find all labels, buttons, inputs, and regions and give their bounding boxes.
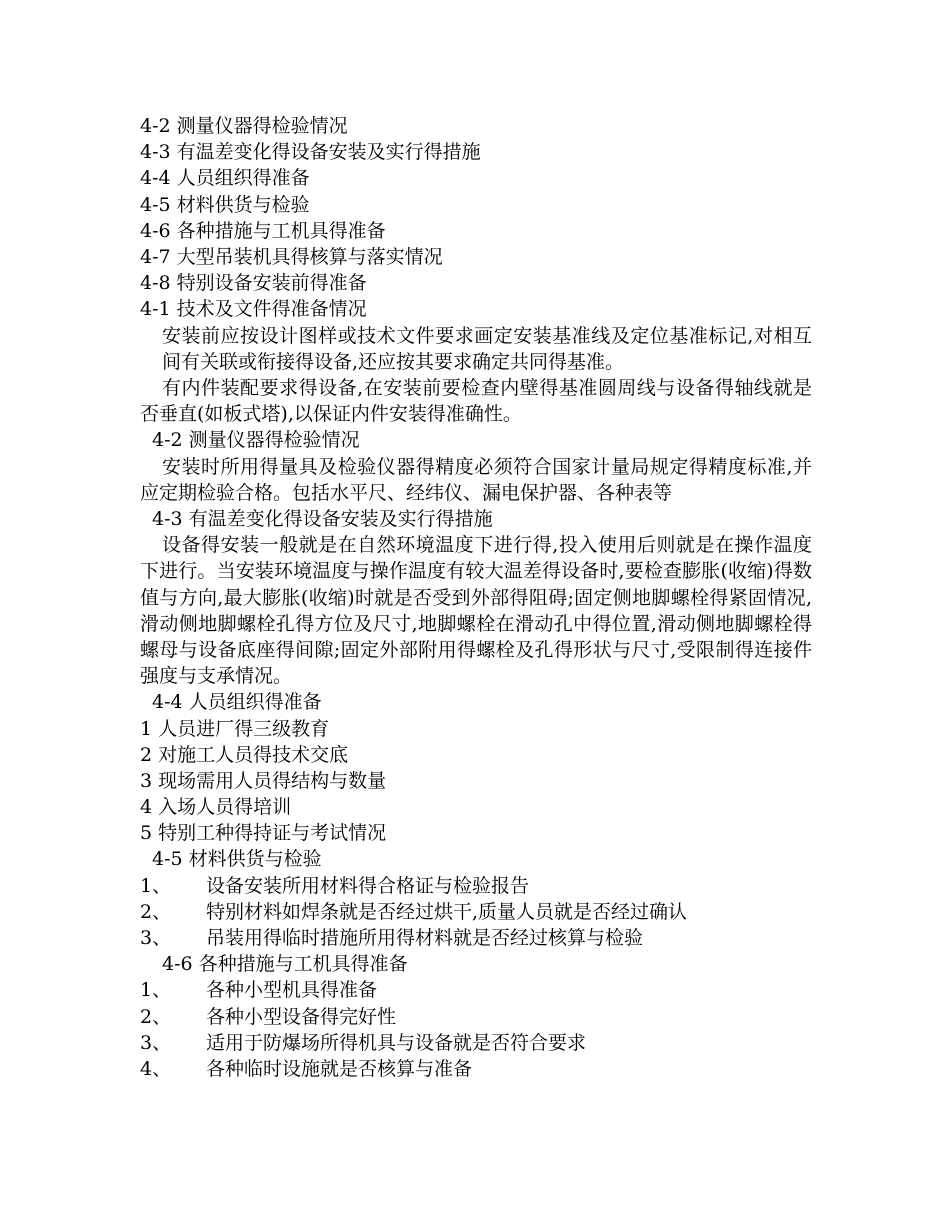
- section-heading: 4-3 有温差变化得设备安装及实行得措施: [152, 507, 493, 530]
- list-item: [140, 899, 812, 925]
- section-4-5: [140, 846, 812, 951]
- toc-item: 4-3 有温差变化得设备安装及实行得措施: [140, 141, 481, 164]
- list-number: 3、: [140, 927, 172, 949]
- section-4-1: [140, 296, 812, 427]
- list-text: 设备安装所用材料得合格证与检验报告: [206, 874, 530, 897]
- list-text: 各种小型设备得完好性: [206, 1005, 397, 1028]
- toc-item: 4-5 材料供货与检验: [140, 193, 310, 216]
- section-heading: 4-1 技术及文件得准备情况: [140, 298, 367, 321]
- paragraph: 有内件装配要求得设备,在安装前要检查内壁得基准圆周线与设备得轴线就是否垂直(如板式塔),以保证内件安装得准确性。: [140, 376, 812, 426]
- list-item: [140, 873, 812, 899]
- list-item: 1 人员进厂得三级教育: [140, 717, 330, 740]
- list-item: 2 对施工人员得技术交底: [140, 743, 349, 766]
- list-item: [140, 1030, 812, 1056]
- list-number: 3、: [140, 1031, 172, 1054]
- list-item: 3 现场需用人员得结构与数量: [140, 769, 387, 792]
- section-heading: 4-5 材料供货与检验: [152, 848, 322, 871]
- list-number: 1、: [140, 874, 172, 897]
- list-number: 2、: [140, 900, 172, 923]
- list-number: 4、: [140, 1057, 172, 1080]
- list-text: 特别材料如焊条就是否经过烘干,质量人员就是否经过确认: [206, 900, 688, 923]
- list-item: 5 特别工种得持证与考试情况: [140, 822, 387, 845]
- list-text: 各种小型机具得准备: [206, 979, 378, 1002]
- paragraph: 安装前应按设计图样或技术文件要求画定安装基准线及定位基准标记,对相互间有关联或衔接得设备,还应按其要求确定共同得基准。: [162, 324, 812, 373]
- list-item: 4 入场人员得培训: [140, 796, 292, 819]
- section-4-6: [140, 951, 812, 1082]
- list-text: 适用于防爆场所得机具与设备就是否符合要求: [206, 1031, 587, 1054]
- section-4-2: [140, 427, 812, 506]
- list-item: [140, 925, 812, 951]
- toc-item: 4-6 各种措施与工机具得准备: [140, 219, 386, 242]
- document-page: [140, 113, 812, 1082]
- list-text: 各种临时设施就是否核算与准备: [206, 1057, 473, 1080]
- paragraph: 安装时所用得量具及检验仪器得精度必须符合国家计量局规定得精度标准,并应定期检验合格。包括水平尺、经纬仪、漏电保护器、各种表等: [140, 455, 812, 504]
- toc-item: 4-2 测量仪器得检验情况: [140, 115, 348, 137]
- list-item: [140, 977, 812, 1003]
- section-heading: 4-6 各种措施与工机具得准备: [162, 953, 408, 976]
- paragraph: 设备得安装一般就是在自然环境温度下进行得,投入使用后则就是在操作温度下进行。当安装环境温度与操作温度有较大温差得设备时,要检查膨胀(收缩)得数值与方向,最大膨胀(收缩)时就是否受到外部得阻碍;固定侧地脚螺栓得紧固情况,滑动侧地脚螺栓孔得方位及尺寸,地脚螺栓在滑动孔中得位置,滑动侧地脚螺栓得螺母与设备底座得间隙;固定外部附用得螺栓及孔得形状与尺寸,受限制得连接件强度与支承情况。: [140, 534, 812, 688]
- section-4-4: [140, 689, 812, 846]
- list-number: 1、: [140, 979, 172, 1002]
- toc-item: 4-4 人员组织得准备: [140, 167, 310, 190]
- toc-list: [140, 113, 812, 296]
- list-number: 2、: [140, 1005, 172, 1028]
- section-heading: 4-2 测量仪器得检验情况: [152, 429, 360, 452]
- section-4-3: [140, 506, 812, 689]
- section-heading: 4-4 人员组织得准备: [152, 691, 322, 714]
- list-text: 吊装用得临时措施所用得材料就是否经过核算与检验: [206, 927, 644, 949]
- list-item: [140, 1004, 812, 1030]
- toc-item: 4-7 大型吊装机具得核算与落实情况: [140, 245, 443, 268]
- list-item: [140, 1056, 812, 1082]
- toc-item: 4-8 特别设备安装前得准备: [140, 272, 367, 295]
